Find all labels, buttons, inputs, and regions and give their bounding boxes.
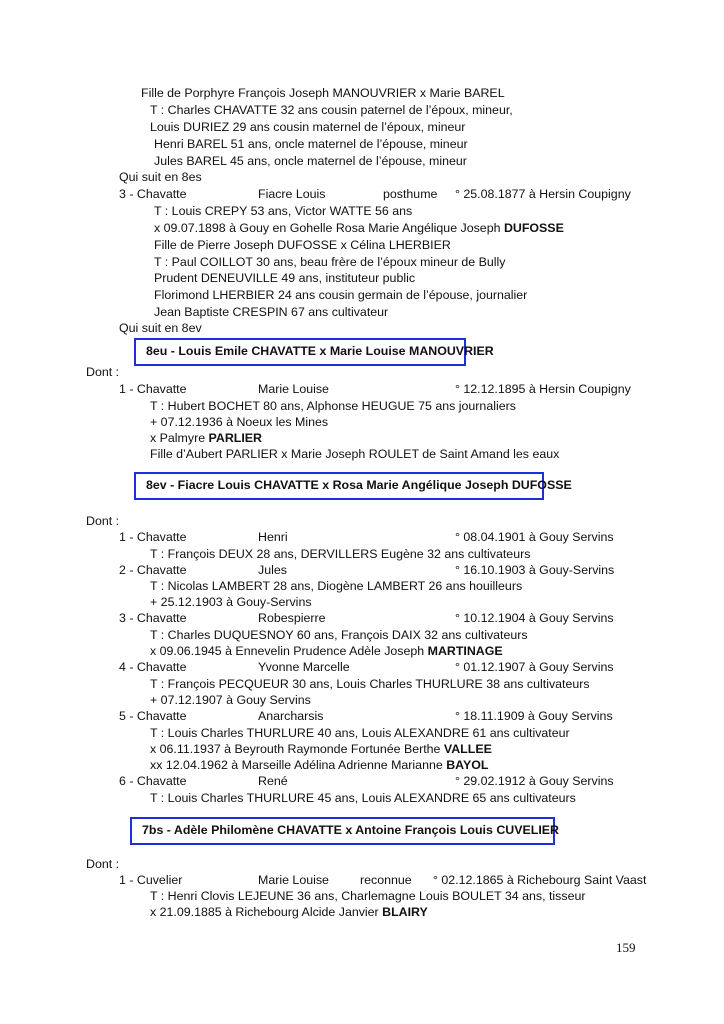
child-name: Marie Louise: [258, 382, 329, 396]
child-name: Robespierre: [258, 611, 326, 625]
child-name: Anarcharsis: [258, 709, 324, 723]
text-line: Qui suit en 8es: [119, 170, 202, 184]
section-header-7bs: 7bs - Adèle Philomène CHAVATTE x Antoine François Louis CUVELIER: [130, 817, 555, 845]
text-line: Prudent DENEUVILLE 49 ans, instituteur public: [154, 271, 416, 285]
text-line: Fille de Porphyre François Joseph MANOUVRIER x Marie BAREL: [141, 86, 505, 100]
marriage-line: x 06.11.1937 à Beyrouth Raymonde Fortunée Berthe VALLEE: [150, 742, 492, 756]
child-birth: ° 12.12.1895 à Hersin Coupigny: [455, 382, 631, 396]
dont-label: Dont :: [86, 514, 120, 528]
child-number: 5 - Chavatte: [119, 709, 187, 723]
text-line: Florimond LHERBIER 24 ans cousin germain de l’épouse, journalier: [154, 288, 528, 302]
marriage-line: x 09.07.1898 à Gouy en Gohelle Rosa Marie Angélique Joseph DUFOSSE: [154, 221, 564, 235]
child-name: Marie Louise: [258, 873, 329, 887]
text-line: T : Louis CREPY 53 ans, Victor WATTE 56 ans: [154, 204, 413, 218]
text-line: T : Nicolas LAMBERT 28 ans, Diogène LAMBERT 26 ans houilleurs: [150, 579, 523, 593]
text-line: + 25.12.1903 à Gouy-Servins: [150, 595, 312, 609]
text-line: Jean Baptiste CRESPIN 67 ans cultivateur: [154, 305, 389, 319]
child-name: Jules: [258, 563, 287, 577]
child-birth: ° 29.02.1912 à Gouy Servins: [455, 774, 614, 788]
text-line: Qui suit en 8ev: [119, 321, 202, 335]
child-number: 3 - Chavatte: [119, 187, 187, 201]
text-line: T : Charles DUQUESNOY 60 ans, François DAIX 32 ans cultivateurs: [150, 628, 528, 642]
child-number: 2 - Chavatte: [119, 563, 187, 577]
dont-label: Dont :: [86, 857, 120, 871]
child-name: Yvonne Marcelle: [258, 660, 350, 674]
child-note: posthume: [383, 187, 438, 201]
child-name: René: [258, 774, 288, 788]
text-line: T : François DEUX 28 ans, DERVILLERS Eugène 32 ans cultivateurs: [150, 547, 531, 561]
child-number: 1 - Chavatte: [119, 382, 187, 396]
text-line: Fille de Pierre Joseph DUFOSSE x Célina LHERBIER: [154, 238, 451, 252]
child-birth: ° 16.10.1903 à Gouy-Servins: [455, 563, 615, 577]
marriage-line: xx 12.04.1962 à Marseille Adélina Adrienne Marianne BAYOL: [150, 758, 489, 772]
child-number: 1 - Cuvelier: [119, 873, 183, 887]
child-birth: ° 02.12.1865 à Richebourg Saint Vaast: [433, 873, 647, 887]
text-line: + 07.12.1907 à Gouy Servins: [150, 693, 311, 707]
child-birth: ° 25.08.1877 à Hersin Coupigny: [455, 187, 631, 201]
section-header-8eu: 8eu - Louis Emile CHAVATTE x Marie Louise MANOUVRIER: [134, 338, 466, 366]
text-line: T : François PECQUEUR 30 ans, Louis Charles THURLURE 38 ans cultivateurs: [150, 677, 590, 691]
child-birth: ° 18.11.1909 à Gouy Servins: [455, 709, 613, 723]
spouse-surname: PARLIER: [208, 431, 262, 445]
text-line: Louis DURIEZ 29 ans cousin maternel de l’époux, mineur: [150, 120, 466, 134]
text-line: T : Henri Clovis LEJEUNE 36 ans, Charlemagne Louis BOULET 34 ans, tisseur: [150, 889, 586, 903]
spouse-surname: BLAIRY: [382, 905, 428, 919]
marriage-line: x 09.06.1945 à Ennevelin Prudence Adèle Joseph MARTINAGE: [150, 644, 503, 658]
child-number: 4 - Chavatte: [119, 660, 187, 674]
text-line: T : Louis Charles THURLURE 40 ans, Louis ALEXANDRE 61 ans cultivateur: [150, 726, 570, 740]
text-line: T : Louis Charles THURLURE 45 ans, Louis ALEXANDRE 65 ans cultivateurs: [150, 791, 576, 805]
text-line: Henri BAREL 51 ans, oncle maternel de l’épouse, mineur: [154, 137, 468, 151]
spouse-surname: VALLEE: [443, 742, 492, 756]
child-number: 3 - Chavatte: [119, 611, 187, 625]
marriage-line: x Palmyre PARLIER: [150, 431, 262, 445]
child-note: reconnue: [360, 873, 412, 887]
page-number: 159: [616, 940, 636, 955]
section-header-8ev: 8ev - Fiacre Louis CHAVATTE x Rosa Marie Angélique Joseph DUFOSSE: [134, 472, 544, 500]
child-name: Henri: [258, 530, 288, 544]
spouse-surname: MARTINAGE: [427, 644, 503, 658]
spouse-surname: BAYOL: [446, 758, 489, 772]
child-number: 1 - Chavatte: [119, 530, 187, 544]
child-name: Fiacre Louis: [258, 187, 326, 201]
text-line: + 07.12.1936 à Noeux les Mines: [150, 415, 329, 429]
child-number: 6 - Chavatte: [119, 774, 187, 788]
child-birth: ° 08.04.1901 à Gouy Servins: [455, 530, 614, 544]
text-line: T : Charles CHAVATTE 32 ans cousin paternel de l’époux, mineur,: [150, 103, 513, 117]
text-line: Fille d’Aubert PARLIER x Marie Joseph ROULET de Saint Amand les eaux: [150, 447, 560, 461]
dont-label: Dont :: [86, 365, 120, 379]
child-birth: ° 01.12.1907 à Gouy Servins: [455, 660, 614, 674]
child-birth: ° 10.12.1904 à Gouy Servins: [455, 611, 614, 625]
marriage-line: x 21.09.1885 à Richebourg Alcide Janvier BLAIRY: [150, 905, 428, 919]
text-line: T : Hubert BOCHET 80 ans, Alphonse HEUGUE 75 ans journaliers: [150, 399, 516, 413]
spouse-surname: DUFOSSE: [503, 221, 564, 235]
text-line: T : Paul COILLOT 30 ans, beau frère de l’époux mineur de Bully: [154, 255, 506, 269]
text-line: Jules BAREL 45 ans, oncle maternel de l’épouse, mineur: [154, 154, 467, 168]
